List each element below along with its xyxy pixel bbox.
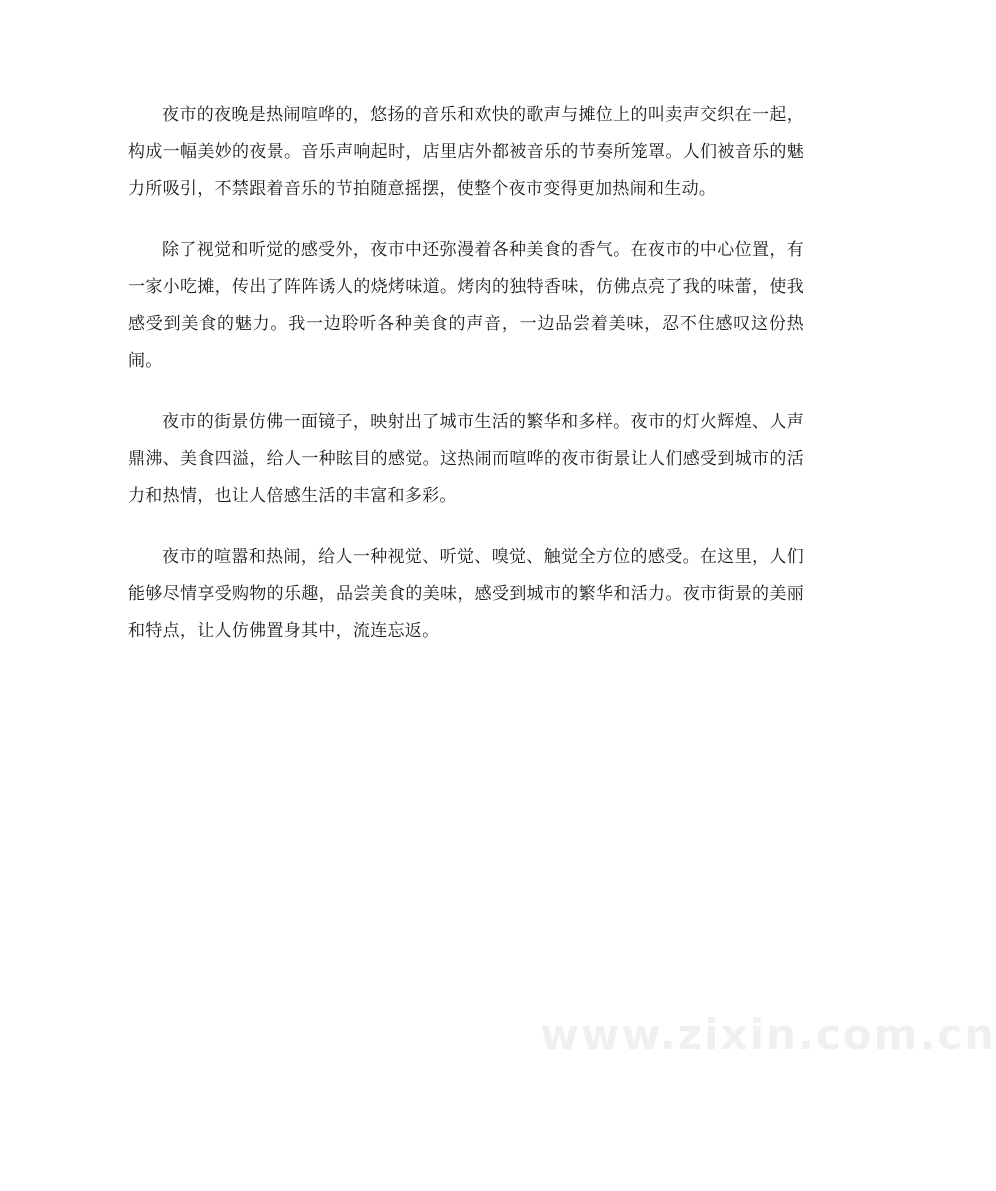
- paragraph-4: 夜市的喧嚣和热闹，给人一种视觉、听觉、嗅觉、触觉全方位的感受。在这里，人们能够尽情享受购物的乐趣，品尝美食的美味，感受到城市的繁华和活力。夜市街景的美丽和特点，让人仿佛置身其中，流连忘返。: [128, 547, 804, 641]
- watermark: www.zixin.com.cn: [540, 1010, 996, 1059]
- paragraph-2: 除了视觉和听觉的感受外，夜市中还弥漫着各种美食的香气。在夜市的中心位置，有一家小吃摊，传出了阵阵诱人的烧烤味道。烤肉的独特香味，仿佛点亮了我的味蕾，使我感受到美食的魅力。我一边聆听各种美食的声音，一边品尝着美味，忍不住感叹这份热闹。: [128, 240, 804, 371]
- paragraph-1: 夜市的夜晚是热闹喧哗的，悠扬的音乐和欢快的歌声与摊位上的叫卖声交织在一起，构成一幅美妙的夜景。音乐声响起时，店里店外都被音乐的节奏所笼罩。人们被音乐的魅力所吸引，不禁跟着音乐的节拍随意摇摆，使整个夜市变得更加热闹和生动。: [128, 105, 804, 199]
- document-body: [128, 97, 804, 674]
- paragraph-3: 夜市的街景仿佛一面镜子，映射出了城市生活的繁华和多样。夜市的灯火辉煌、人声鼎沸、美食四溢，给人一种眩目的感觉。这热闹而喧哗的夜市街景让人们感受到城市的活力和热情，也让人倍感生活的丰富和多彩。: [128, 412, 804, 506]
